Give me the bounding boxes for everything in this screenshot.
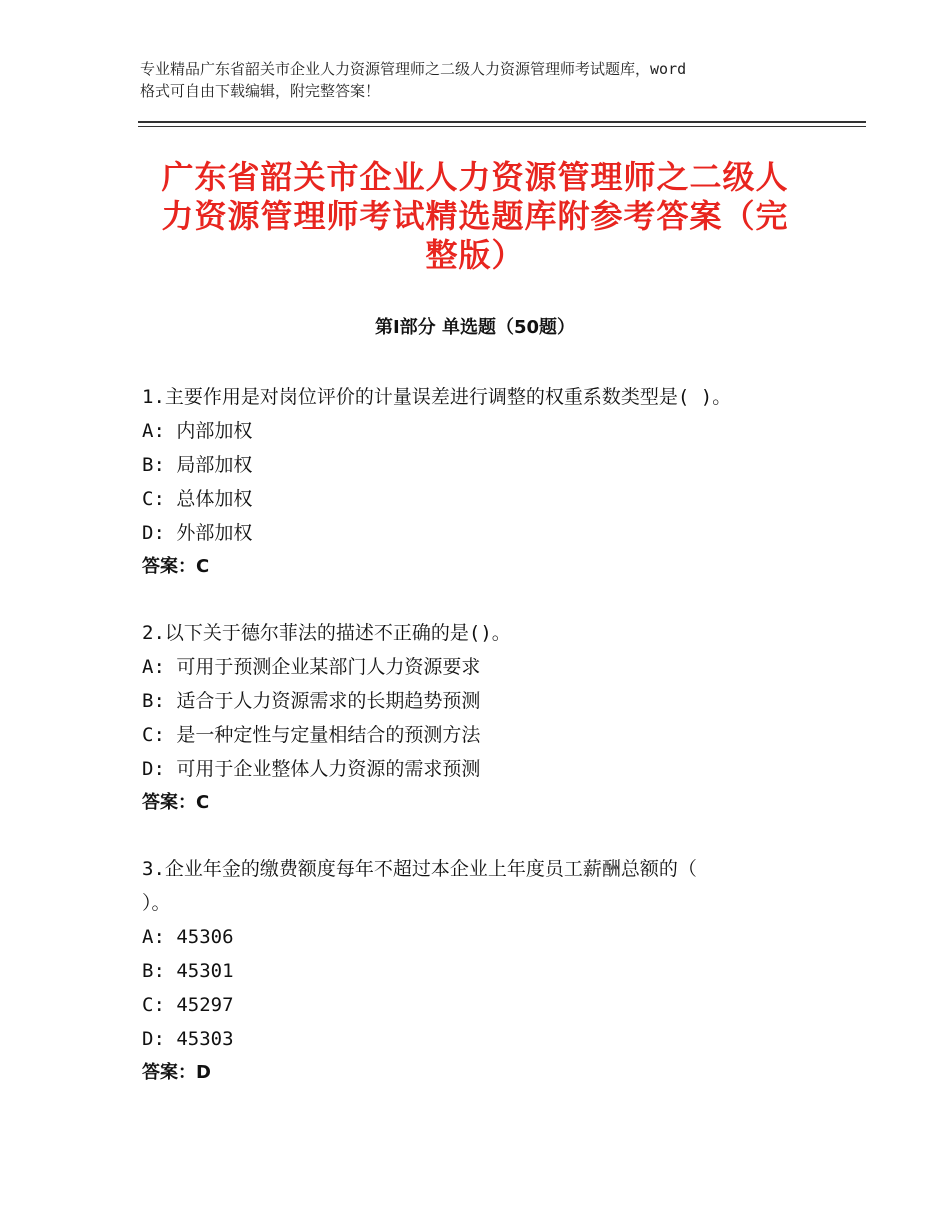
header-divider-thin: [138, 126, 866, 127]
question-1: [142, 380, 842, 584]
option-c: C: 总体加权: [142, 488, 253, 510]
question-list: [142, 380, 842, 1122]
option-c: C: 45297: [142, 994, 234, 1016]
header-note: [140, 58, 840, 102]
option-d: D: 45303: [142, 1028, 234, 1050]
question-stem: 2.以下关于德尔菲法的描述不正确的是()。: [142, 622, 511, 644]
question-stem: 3.企业年金的缴费额度每年不超过本企业上年度员工薪酬总额的（ ）。: [142, 858, 697, 914]
answer: 答案：C: [142, 792, 210, 813]
option-a: A: 内部加权: [142, 420, 253, 442]
header-note-line-2: 格式可自由下载编辑，附完整答案！: [140, 82, 381, 100]
question-2: [142, 616, 842, 820]
question-3: [142, 852, 842, 1090]
question-stem: 1.主要作用是对岗位评价的计量误差进行调整的权重系数类型是( )。: [142, 386, 732, 408]
option-b: B: 45301: [142, 960, 234, 982]
option-a: A: 可用于预测企业某部门人力资源要求: [142, 656, 481, 678]
document-title-line-3: 整版）: [425, 236, 525, 274]
section-title: 第Ⅰ部分 单选题（50题）: [374, 317, 575, 338]
document-title-line-2: 力资源管理师考试精选题库附参考答案（完: [161, 197, 789, 235]
answer: 答案：D: [142, 1062, 211, 1083]
header-note-line-1: 专业精品广东省韶关市企业人力资源管理师之二级人力资源管理师考试题库，word: [140, 60, 687, 78]
option-b: B: 局部加权: [142, 454, 253, 476]
option-c: C: 是一种定性与定量相结合的预测方法: [142, 724, 481, 746]
document-title: [140, 158, 810, 275]
answer: 答案：C: [142, 556, 210, 577]
option-d: D: 外部加权: [142, 522, 253, 544]
option-b: B: 适合于人力资源需求的长期趋势预测: [142, 690, 481, 712]
option-a: A: 45306: [142, 926, 234, 948]
header-divider-thick: [138, 121, 866, 123]
document-title-line-1: 广东省韶关市企业人力资源管理师之二级人: [161, 158, 789, 196]
option-d: D: 可用于企业整体人力资源的需求预测: [142, 758, 481, 780]
